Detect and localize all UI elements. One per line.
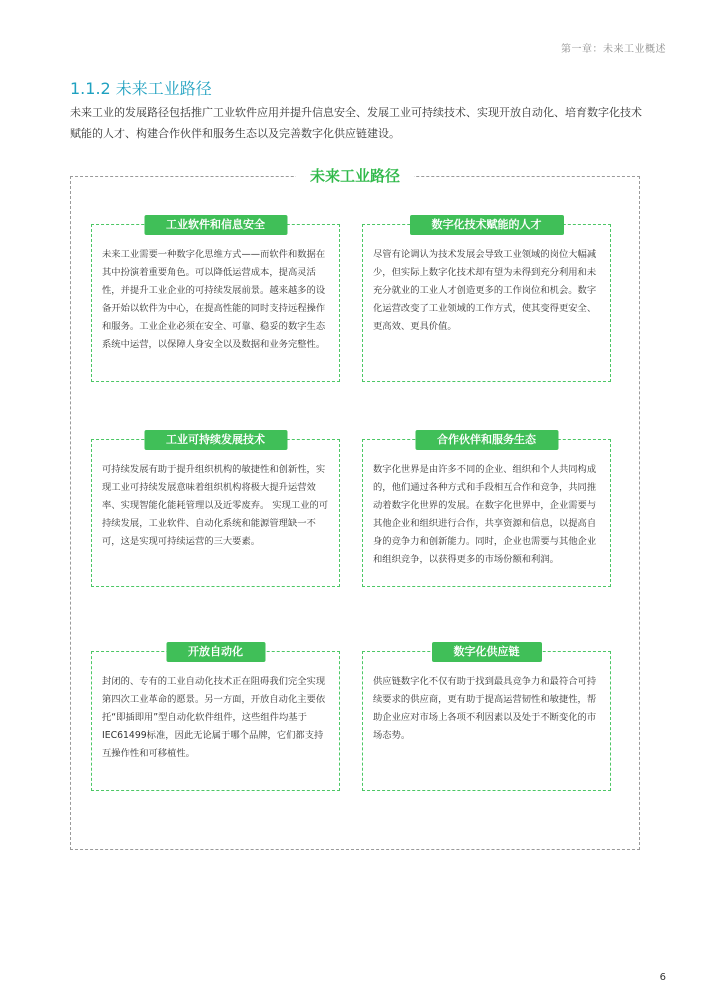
- card-partner-ecosystem: [362, 433, 611, 587]
- card-label: 工业软件和信息安全: [144, 215, 287, 235]
- card-text: 供应链数字化不仅有助于找到最具竞争力和最符合可持续要求的供应商，更有助于提高运营韧性和敏捷性，帮助企业应对市场上各项不利因素以及处于不断变化的市场态势。: [373, 676, 597, 741]
- card-text: 尽管有论调认为技术发展会导致工业领域的岗位大幅减少，但实际上数字化技术却有望为未得到充分利用和未充分就业的工业人才创造更多的工作岗位和机会。数字化运营改变了工业领域的工作方式，使其变得更安全、更高效、更具价值。: [373, 249, 597, 332]
- card-label: 数字化供应链: [432, 642, 542, 662]
- card-text: 可持续发展有助于提升组织机构的敏捷性和创新性，实现工业可持续发展意味着组织机构将极大提升运营效率、实现智能化能耗管理以及近零废弃。 实现工业的可持续发展，工业软件、自动化系统和能源管理缺一不可，这是实现可持续运营的三大要素。: [102, 464, 329, 547]
- diagram-title: 未来工业路径: [296, 165, 414, 186]
- section-intro: 未来工业的发展路径包括推广工业软件应用并提升信息安全、发展工业可持续技术、实现开放自动化、培育数字化技术赋能的人才、构建合作伙伴和服务生态以及完善数字化供应链建设。: [70, 106, 642, 140]
- card-text: 封闭的、专有的工业自动化技术正在阻碍我们完全实现第四次工业革命的愿景。另一方面，开放自动化主要依托“即插即用”型自动化软件组件，这些组件均基于IEC61499标准，因此无论属于哪个品牌，它们都支持互操作性和可移植性。: [102, 676, 326, 759]
- card-label: 合作伙伴和服务生态: [415, 430, 558, 450]
- section-title: 1.1.2 未来工业路径: [70, 79, 212, 98]
- card-digital-supply-chain: [362, 645, 611, 791]
- chapter-header: 第一章：未来工业概述: [561, 44, 666, 55]
- card-sustainable-technology: [91, 433, 340, 587]
- card-text: 数字化世界是由许多不同的企业、组织和个人共同构成的，他们通过各种方式和手段相互合作和竞争，共同推动着数字化世界的发展。在数字化世界中，企业需要与其他企业和组织进行合作，共享资源和信息，以提高自身的竞争力和创新能力。同时，企业也需要与其他企业和组织竞争，以获得更多的市场份额和利润。: [373, 464, 597, 565]
- card-label: 工业可持续发展技术: [144, 430, 287, 450]
- card-industrial-software-security: [91, 218, 340, 382]
- card-open-automation: [91, 645, 340, 791]
- page-number: 6: [659, 972, 666, 983]
- card-label: 数字化技术赋能的人才: [410, 215, 564, 235]
- card-text: 未来工业需要一种数字化思维方式——而软件和数据在其中扮演着重要角色。可以降低运营成本，提高灵活性，并提升工业企业的可持续发展前景。越来越多的设备开始以软件为中心，在提高性能的同时支持远程操作和服务。工业企业必须在安全、可靠、稳妥的数字生态系统中运营，以保障人身安全以及数据和业务完整性。: [102, 249, 326, 350]
- card-digital-talent: [362, 218, 611, 382]
- card-label: 开放自动化: [166, 642, 265, 662]
